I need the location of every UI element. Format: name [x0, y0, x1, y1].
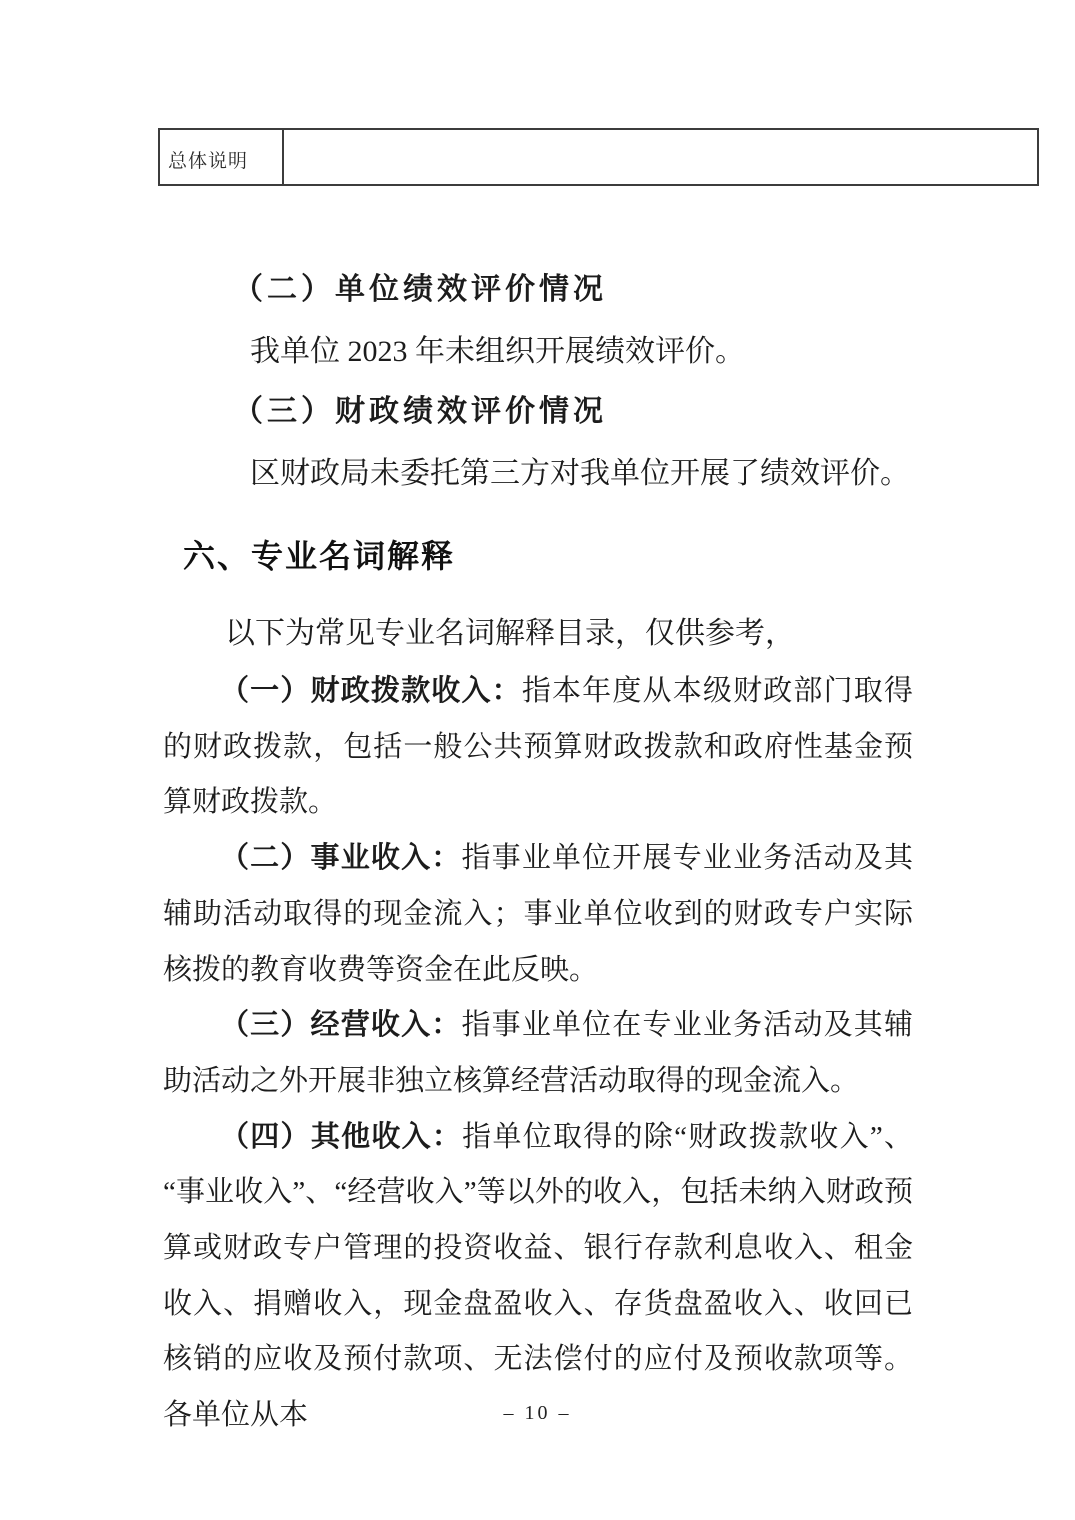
term-definition: 指事业单位在专业业务活动及其辅助活动之外开展非独立核算经营活动取得的现金流入。: [163, 1009, 913, 1097]
term-item-fiscal-appropriation-income: [163, 664, 913, 831]
summary-table-label-cell: 总体说明: [160, 130, 284, 184]
para-glossary-intro: 以下为常见专业名词解释目录，仅供参考，: [225, 617, 795, 650]
para-unit-performance-eval: 我单位 2023 年未组织开展绩效评价。: [250, 335, 745, 368]
summary-table-value-cell: [284, 130, 1037, 184]
term-definition: 指本年度从本级财政部门取得的财政拨款，包括一般公共预算财政拨款和政府性基金预算财政拨款。: [163, 675, 913, 819]
term-item-business-income: [163, 998, 913, 1109]
heading-fiscal-performance-eval: （三）财政绩效评价情况: [233, 395, 607, 428]
summary-table: [158, 128, 1039, 186]
term-definition: 指事业单位开展专业业务活动及其辅助活动取得的现金流入；事业单位收到的财政专户实际核拨的教育收费等资金在此反映。: [163, 842, 913, 986]
term-item-other-income: [163, 1110, 913, 1444]
term-item-operating-unit-income: [163, 831, 913, 998]
para-fiscal-performance-eval: 区财政局未委托第三方对我单位开展了绩效评价。: [250, 457, 910, 490]
heading-glossary-section: 六、专业名词解释: [183, 538, 456, 574]
term-label: （三）经营收入：: [220, 1009, 462, 1042]
term-label: （二）事业收入：: [220, 842, 462, 875]
term-label: （四）其他收入：: [220, 1120, 463, 1153]
term-label: （一）财政拨款收入：: [220, 675, 522, 707]
document-body: [163, 272, 913, 1444]
heading-unit-performance-eval: （二）单位绩效评价情况: [233, 273, 607, 306]
footer-page-number: – 10 –: [503, 1402, 572, 1424]
term-definition: 指单位取得的除“财政拨款收入”、“事业收入”、“经营收入”等以外的收入，包括未纳入财政预算或财政专户管理的投资收益、银行存款利息收入、租金收入、捐赠收入，现金盘盈收入、存货盘盈收入、收回已核销的应收及预付款项、无法偿付的应付及预收款项等。各单位从本: [163, 1120, 913, 1432]
